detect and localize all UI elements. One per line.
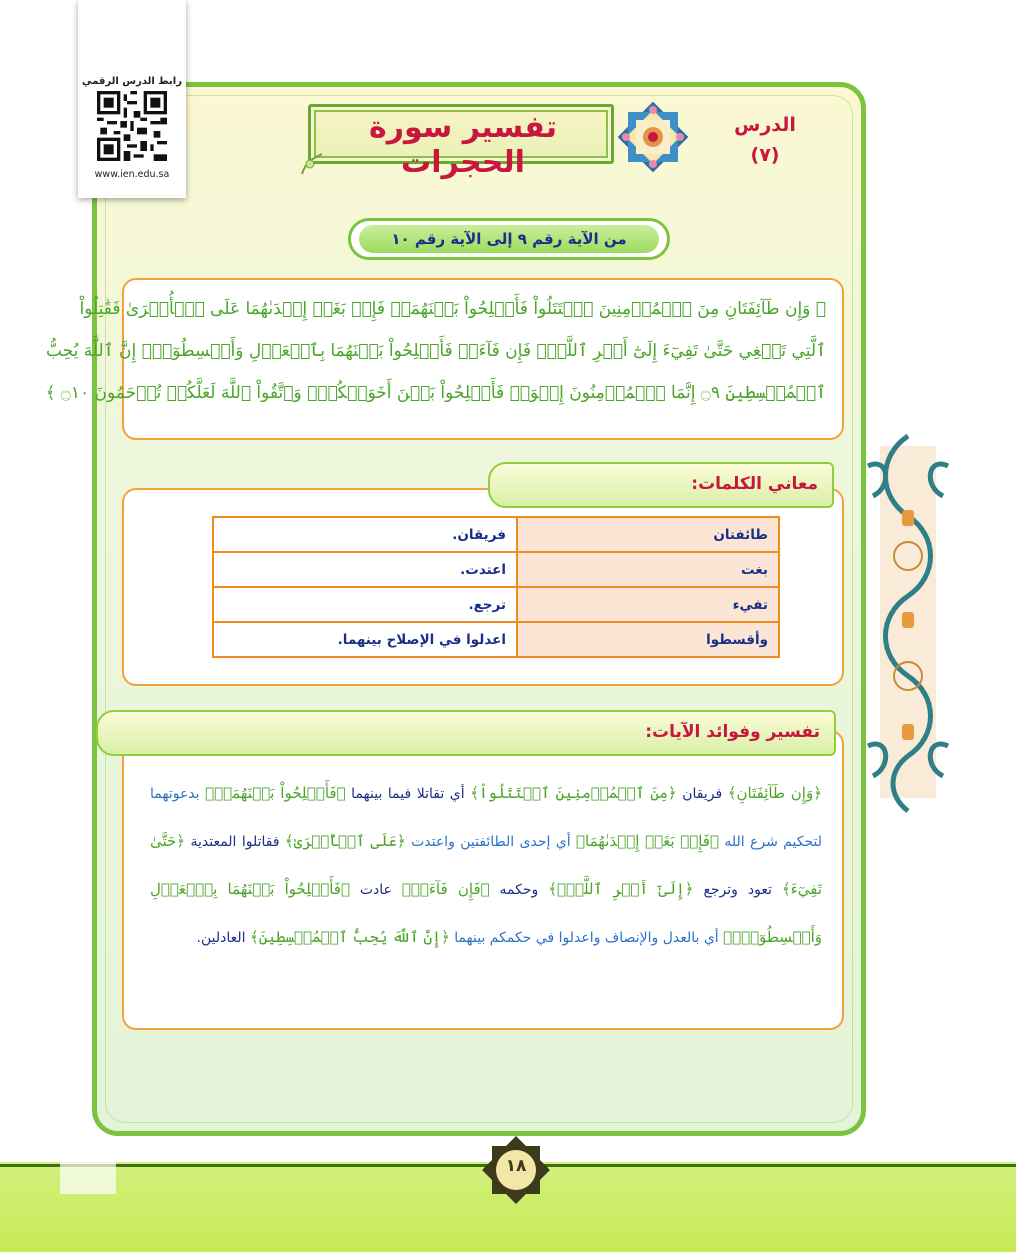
quran-quote: ﴿حَتَّىٰ تَفِيٓءَ﴾ [150, 832, 822, 898]
tafsir-text: بدعوتهما لتحكيم شرع الله [150, 786, 822, 850]
lesson-number: (٧) [750, 144, 780, 166]
quran-quote: ﴿إِلَىٰٓ أَمۡرِ ٱللَّهِۚ﴾ [548, 880, 694, 898]
meaning-cell: فريقان. [213, 517, 517, 552]
tafsir-text: العادلين. [196, 930, 251, 946]
word-cell: تفيء [517, 587, 779, 622]
tafsir-heading: تفسير وفوائد الآيات: [645, 722, 820, 742]
table-row [213, 587, 779, 622]
quran-quote: ﴿عَلَى ٱلۡأُخۡرَىٰ﴾ [284, 832, 406, 850]
quran-quote: ﴿فَإِنۢ بَغَتۡ إِحۡدَىٰهُمَا﴾ [576, 832, 719, 850]
tafsir-paragraph [150, 770, 822, 962]
qr-label: رابط الدرس الرقمي [82, 76, 182, 87]
tafsir-text: فريقان [676, 786, 728, 802]
table-row [213, 622, 779, 657]
star-ornament-icon [614, 98, 692, 176]
quran-quote: ﴿فَأَصۡلِحُواْ بَيۡنَهُمَا بِٱلۡعَدۡلِ وَأَقۡسِطُوٓاْۖ﴾ [150, 880, 822, 946]
table-row [213, 552, 779, 587]
quran-quote: ﴿مِنَ ٱلۡمُؤۡمِنِينَ ٱقۡتَتَلُواْ﴾ [470, 784, 677, 802]
tafsir-text: وحكمه [489, 882, 549, 898]
word-cell: طائفتان [517, 517, 779, 552]
side-ornament-icon [858, 426, 958, 818]
word-cell: وأقسطوا [517, 622, 779, 657]
table-row [213, 517, 779, 552]
qr-url[interactable]: www.ien.edu.sa [94, 169, 170, 180]
word-meanings-heading: معاني الكلمات: [691, 474, 818, 494]
verse-line: ٱلۡمُقۡسِطِينَ ۝٩ إِنَّمَا ٱلۡمُؤۡمِنُونَ إِخۡوَةٞ فَأَصۡلِحُواْ بَيۡنَ أَخَوَيۡكُمۡۚ وَٱتَّقُواْ ٱللَّهَ لَعَلَّكُمۡ تُرۡحَمُونَ ۝١٠ ﴾ [45, 383, 826, 403]
meaning-cell: ترجع. [213, 587, 517, 622]
quran-quote: ﴿إِنَّ ٱللَّهَ يُحِبُّ ٱلۡمُقۡسِطِينَ﴾ [250, 928, 450, 946]
page-title: تفسير سورة الحجرات [368, 110, 558, 180]
qr-card[interactable] [78, 0, 186, 198]
qr-code-icon[interactable] [97, 91, 167, 161]
meaning-cell: اعتدت. [213, 552, 517, 587]
verse-line: ٱلَّتِي تَبۡغِي حَتَّىٰ تَفِيٓءَ إِلَىٰٓ أَمۡرِ ٱللَّهِۚ فَإِن فَآءَتۡ فَأَصۡلِحُواْ بَيۡنَهُمَا بِٱلۡعَدۡلِ وَأَقۡسِطُوٓاْۖ إِنَّ ٱللَّهَ يُحِبُّ [45, 341, 826, 361]
word-meanings-table [212, 516, 780, 658]
word-cell: بغت [517, 552, 779, 587]
tafsir-text: أي تقاتلا فيما بينهما [345, 786, 471, 802]
quran-quote: ﴿وَإِن طَآئِفَتَانِ﴾ [727, 784, 822, 802]
word-meanings-tab [488, 462, 834, 508]
verse-range-pill [348, 218, 670, 260]
tafsir-text: أي بالعدل والإنصاف واعدلوا في حكمكم بينهما [449, 930, 724, 946]
flourish-icon [298, 150, 326, 178]
tafsir-text: أي إحدى الطائفتين واعتدت [405, 834, 577, 850]
verse-line: ﴿ وَإِن طَآئِفَتَانِ مِنَ ٱلۡمُؤۡمِنِينَ ٱقۡتَتَلُواْ فَأَصۡلِحُواْ بَيۡنَهُمَاۖ فَإِنۢ بَغَتۡ إِحۡدَىٰهُمَا عَلَى ٱلۡأُخۡرَىٰ فَقَٰتِلُواْ [79, 299, 826, 319]
quran-verse-box [45, 278, 844, 440]
tafsir-text: تعود وترجع [693, 882, 782, 898]
tafsir-tab [96, 710, 836, 756]
lesson-label: الدرس [734, 114, 796, 136]
page-number: ١٨ [505, 1156, 527, 1176]
quran-quote: ﴿فَإِن فَآءَتۡ﴾ [401, 880, 490, 898]
verse-range: من الآية رقم ٩ إلى الآية رقم ١٠ [359, 225, 659, 253]
title-banner [298, 98, 698, 178]
tafsir-text: عادت [349, 882, 402, 898]
meaning-cell: اعدلوا في الإصلاح بينهما. [213, 622, 517, 657]
quran-quote: ﴿فَأَصۡلِحُواْ بَيۡنَهُمَاۖ﴾ [205, 784, 346, 802]
publisher-logo [60, 1138, 116, 1194]
tafsir-text: فقاتلوا المعتدية [185, 834, 285, 850]
